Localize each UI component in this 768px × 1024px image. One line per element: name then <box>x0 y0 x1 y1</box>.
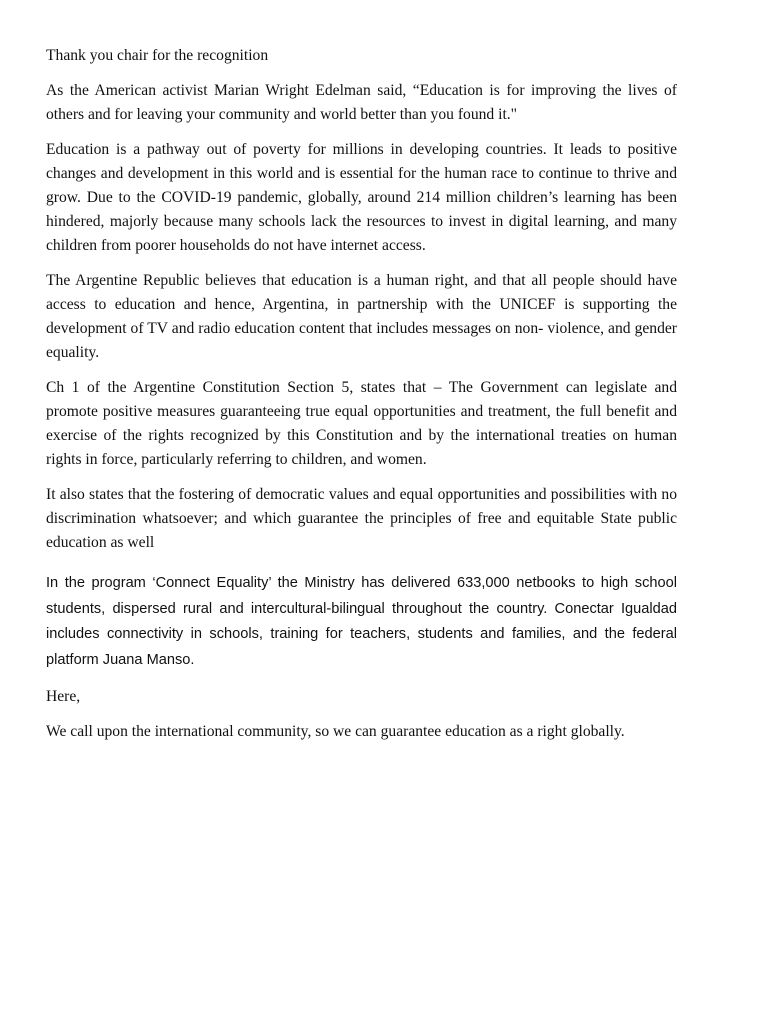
connect-equality-paragraph: In the program ‘Connect Equality’ the Ministry has delivered 633,000 netbooks to high school students, dispersed rural and intercultural-bilingual throughout the country. Conectar Igualdad includes connectivity in schools, training for teachers, students and families, and the federal platform Juana Manso. <box>46 575 677 668</box>
education-poverty-paragraph: Education is a pathway out of poverty for millions in developing countries. It leads to positive changes and development in this world and is essential for the human race to continue to thrive and grow. Due to the COVID-19 pandemic, globally, around 214 million children’s learning has been hindered, majorly because many schools lack the resources to invest in digital learning, and many children from poorer households do not have internet access. <box>46 141 677 254</box>
greeting-paragraph: Thank you chair for the recognition <box>46 47 269 64</box>
closing-call-paragraph: We call upon the international community, so we can guarantee education as a right globally. <box>46 723 625 740</box>
here-paragraph: Here, <box>46 688 81 705</box>
constitution-paragraph: Ch 1 of the Argentine Constitution Section 5, states that – The Government can legislate and promote positive measures guaranteeing true equal opportunities and treatment, the full benefit and exercise of the rights recognized by this Constitution and by the international treaties on human rights in force, particularly referring to children, and women. <box>46 379 677 468</box>
argentine-republic-paragraph: The Argentine Republic believes that education is a human right, and that all people should have access to education and hence, Argentina, in partnership with the UNICEF is supporting the development of TV and radio education content that includes messages on non- violence, and gender equality. <box>46 272 677 361</box>
democratic-values-paragraph: It also states that the fostering of democratic values and equal opportunities and possibilities with no discrimination whatsoever; and which guarantee the principles of free and equitable State public education as well <box>46 486 677 551</box>
quote-paragraph: As the American activist Marian Wright Edelman said, “Education is for improving the lives of others and for leaving your community and world better than you found it." <box>46 82 677 123</box>
document-body <box>46 44 677 755</box>
